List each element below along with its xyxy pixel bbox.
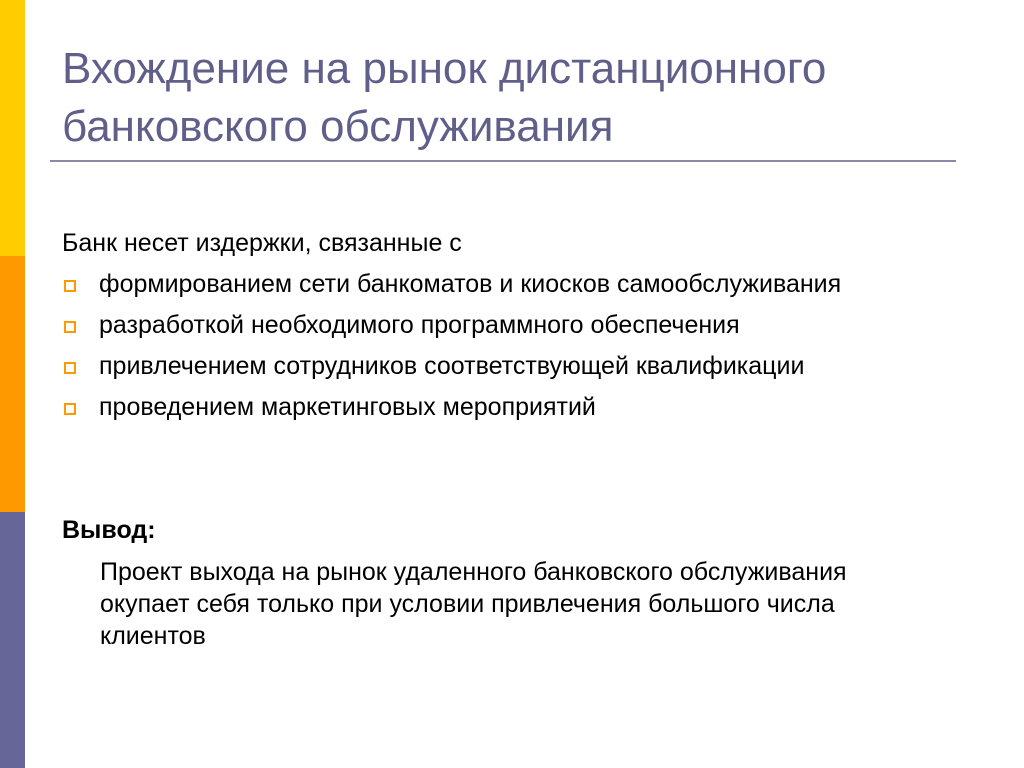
title-divider — [50, 160, 956, 162]
bullet-text: разработкой необходимого программного обеспечения — [99, 311, 740, 339]
hollow-square-bullet-icon — [64, 321, 76, 333]
conclusion-line-3: клиентов — [100, 622, 206, 650]
hollow-square-bullet-icon — [64, 280, 76, 292]
hollow-square-bullet-icon — [64, 362, 76, 374]
bullet-text: привлечением сотрудников соответствующей квалификации — [99, 352, 805, 380]
hollow-square-bullet-icon — [64, 403, 76, 415]
conclusion-line-2: окупает себя только при условии привлечения большого числа — [100, 590, 835, 618]
title-line-2: банковского обслуживания — [62, 102, 614, 151]
bullet-text: формированием сети банкоматов и киосков самообслуживания — [99, 270, 842, 298]
side-bar-yellow — [0, 0, 25, 256]
conclusion-heading: Вывод: — [62, 516, 156, 544]
side-bar-purple — [0, 512, 25, 768]
bullet-text: проведением маркетинговых мероприятий — [99, 393, 596, 421]
conclusion-line-1: Проект выхода на рынок удаленного банковского обслуживания — [100, 558, 847, 586]
title-line-1: Вхождение на рынок дистанционного — [62, 44, 827, 93]
slide-title — [62, 40, 962, 156]
intro-text: Банк несет издержки, связанные с — [62, 229, 462, 257]
side-bar-orange — [0, 256, 25, 512]
conclusion-text — [100, 556, 980, 652]
